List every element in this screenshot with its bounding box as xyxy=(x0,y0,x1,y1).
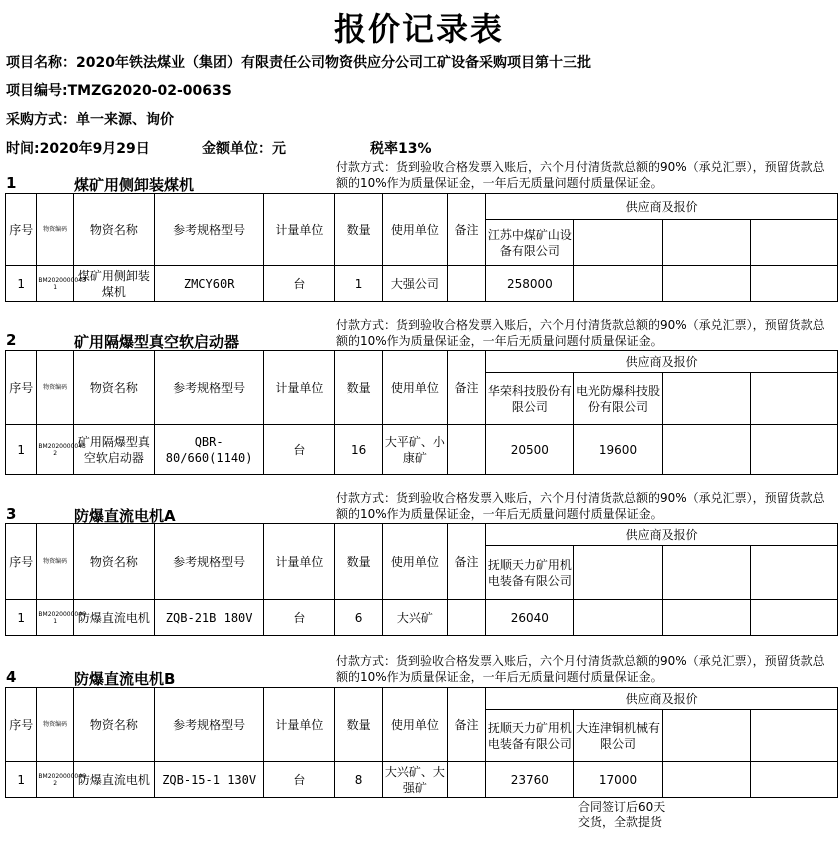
header-code: 物资编码 xyxy=(37,688,73,762)
cell-spec: ZQB-15-1 130V xyxy=(154,762,263,798)
header-spec: 参考规格型号 xyxy=(154,688,263,762)
cell-seq: 1 xyxy=(6,425,37,475)
supplier-empty xyxy=(662,220,750,266)
cell-code: BM2020000043 1 xyxy=(37,266,73,302)
quote-time: 时间:2020年9月29日 xyxy=(6,141,150,157)
section-number: 3 xyxy=(6,505,17,523)
cell-remark xyxy=(447,425,486,475)
cell-remark xyxy=(447,266,486,302)
header-qty: 数量 xyxy=(335,351,383,425)
currency-unit: 金额单位：元 xyxy=(202,141,286,157)
header-remark: 备注 xyxy=(447,351,486,425)
header-remark: 备注 xyxy=(447,688,486,762)
header-seq: 序号 xyxy=(6,351,37,425)
payment-terms: 付款方式：货到验收合格发票入账后，六个月付清货款总额的90%（承兑汇票），预留货款总额的10%作为质量保证金，一年后无质量问题付质量保证金。 xyxy=(336,160,825,190)
supplier-name: 电光防爆科技股份有限公司 xyxy=(574,373,662,425)
supplier-empty xyxy=(750,546,837,600)
supplier-empty xyxy=(750,220,837,266)
cell-spec: ZMCY60R xyxy=(154,266,263,302)
cell-qty: 6 xyxy=(335,600,383,636)
cell-dept: 大兴矿、大强矿 xyxy=(382,762,447,798)
supplier-name: 抚顺天力矿用机电装备有限公司 xyxy=(486,546,574,600)
cell-name: 防爆直流电机 xyxy=(73,762,154,798)
cell-price: 17000 xyxy=(574,762,662,798)
header-seq: 序号 xyxy=(6,524,37,600)
supplier-empty xyxy=(662,710,750,762)
cell-spec: QBR-80/660(1140) xyxy=(154,425,263,475)
section-title: 防爆直流电机A xyxy=(74,507,176,525)
header-supplier-group: 供应商及报价 xyxy=(486,688,838,710)
cell-empty xyxy=(750,425,837,475)
header-dept: 使用单位 xyxy=(382,194,447,266)
header-spec: 参考规格型号 xyxy=(154,524,263,600)
header-supplier-group: 供应商及报价 xyxy=(486,351,838,373)
table-row xyxy=(6,266,838,302)
cell-code: BM2020000046 1 xyxy=(37,600,73,636)
project-code: 项目编号:TMZG2020-02-0063S xyxy=(6,83,232,99)
cell-qty: 16 xyxy=(335,425,383,475)
header-spec: 参考规格型号 xyxy=(154,194,263,266)
header-remark: 备注 xyxy=(447,524,486,600)
cell-price: 26040 xyxy=(486,600,574,636)
section-title: 防爆直流电机B xyxy=(74,670,176,688)
cell-empty xyxy=(662,425,750,475)
section-title: 矿用隔爆型真空软启动器 xyxy=(74,333,240,351)
quote-table xyxy=(5,523,838,636)
header-name: 物资名称 xyxy=(73,351,154,425)
section-number: 4 xyxy=(6,668,17,686)
cell-uom: 台 xyxy=(264,600,335,636)
cell-uom: 台 xyxy=(264,762,335,798)
cell-empty xyxy=(750,600,837,636)
header-dept: 使用单位 xyxy=(382,351,447,425)
header-seq: 序号 xyxy=(6,688,37,762)
header-name: 物资名称 xyxy=(73,194,154,266)
cell-code: BM2020000043 2 xyxy=(37,425,73,475)
header-code: 物资编码 xyxy=(37,524,73,600)
section-title: 煤矿用侧卸装煤机 xyxy=(74,176,195,194)
cell-empty xyxy=(750,762,837,798)
cell-dept: 大兴矿 xyxy=(382,600,447,636)
header-dept: 使用单位 xyxy=(382,524,447,600)
supplier-name xyxy=(574,546,662,600)
header-name: 物资名称 xyxy=(73,688,154,762)
header-uom: 计量单位 xyxy=(264,351,335,425)
cell-remark xyxy=(447,762,486,798)
header-supplier-group: 供应商及报价 xyxy=(486,194,838,220)
quote-table xyxy=(5,193,838,302)
cell-empty xyxy=(662,266,750,302)
header-uom: 计量单位 xyxy=(264,688,335,762)
cell-empty xyxy=(662,762,750,798)
header-qty: 数量 xyxy=(335,194,383,266)
header-code: 物资编码 xyxy=(37,351,73,425)
cell-name: 煤矿用侧卸装煤机 xyxy=(73,266,154,302)
supplier-name xyxy=(574,220,662,266)
cell-empty xyxy=(750,266,837,302)
payment-terms: 付款方式：货到验收合格发票入账后，六个月付清货款总额的90%（承兑汇票），预留货款总额的10%作为质量保证金，一年后无质量问题付质量保证金。 xyxy=(336,318,825,348)
cell-price xyxy=(574,266,662,302)
header-qty: 数量 xyxy=(335,524,383,600)
cell-spec: ZQB-21B 180V xyxy=(154,600,263,636)
header-spec: 参考规格型号 xyxy=(154,351,263,425)
supplier-empty xyxy=(662,373,750,425)
cell-uom: 台 xyxy=(264,425,335,475)
header-code: 物资编码 xyxy=(37,194,73,266)
page-title: 报价记录表 xyxy=(333,10,504,48)
supplier-name: 华荣科技股份有限公司 xyxy=(486,373,574,425)
cell-remark xyxy=(447,600,486,636)
supplier-name: 大连津铜机械有限公司 xyxy=(574,710,662,762)
cell-seq: 1 xyxy=(6,762,37,798)
procurement-method: 采购方式：单一来源、询价 xyxy=(6,112,174,128)
cell-qty: 8 xyxy=(335,762,383,798)
supplier-empty xyxy=(750,373,837,425)
table-row xyxy=(6,425,838,475)
header-uom: 计量单位 xyxy=(264,194,335,266)
cell-price: 258000 xyxy=(486,266,574,302)
header-remark: 备注 xyxy=(447,194,486,266)
cell-qty: 1 xyxy=(335,266,383,302)
header-name: 物资名称 xyxy=(73,524,154,600)
tax-rate: 税率13% xyxy=(370,141,432,157)
header-seq: 序号 xyxy=(6,194,37,266)
supplier-empty xyxy=(662,546,750,600)
cell-seq: 1 xyxy=(6,266,37,302)
cell-name: 防爆直流电机 xyxy=(73,600,154,636)
quote-table xyxy=(5,350,838,475)
cell-seq: 1 xyxy=(6,600,37,636)
cell-name: 矿用隔爆型真空软启动器 xyxy=(73,425,154,475)
delivery-note: 合同签订后60天交货，全款提货 xyxy=(578,800,666,829)
cell-code: BM2020000046 2 xyxy=(37,762,73,798)
project-name: 项目名称：2020年铁法煤业（集团）有限责任公司物资供应分公司工矿设备采购项目第十三批 xyxy=(6,55,591,71)
cell-empty xyxy=(662,600,750,636)
cell-price xyxy=(574,600,662,636)
header-supplier-group: 供应商及报价 xyxy=(486,524,838,546)
cell-dept: 大平矿、小康矿 xyxy=(382,425,447,475)
cell-price: 20500 xyxy=(486,425,574,475)
table-row xyxy=(6,762,838,798)
supplier-name: 江苏中煤矿山设备有限公司 xyxy=(486,220,574,266)
cell-price: 19600 xyxy=(574,425,662,475)
cell-dept: 大强公司 xyxy=(382,266,447,302)
section-number: 1 xyxy=(6,174,17,192)
table-row xyxy=(6,600,838,636)
payment-terms: 付款方式：货到验收合格发票入账后，六个月付清货款总额的90%（承兑汇票），预留货款总额的10%作为质量保证金，一年后无质量问题付质量保证金。 xyxy=(336,491,825,521)
cell-uom: 台 xyxy=(264,266,335,302)
header-dept: 使用单位 xyxy=(382,688,447,762)
header-uom: 计量单位 xyxy=(264,524,335,600)
supplier-empty xyxy=(750,710,837,762)
payment-terms: 付款方式：货到验收合格发票入账后，六个月付清货款总额的90%（承兑汇票），预留货款总额的10%作为质量保证金，一年后无质量问题付质量保证金。 xyxy=(336,654,825,684)
header-qty: 数量 xyxy=(335,688,383,762)
supplier-name: 抚顺天力矿用机电装备有限公司 xyxy=(486,710,574,762)
quote-table xyxy=(5,687,838,798)
cell-price: 23760 xyxy=(486,762,574,798)
section-number: 2 xyxy=(6,331,17,349)
